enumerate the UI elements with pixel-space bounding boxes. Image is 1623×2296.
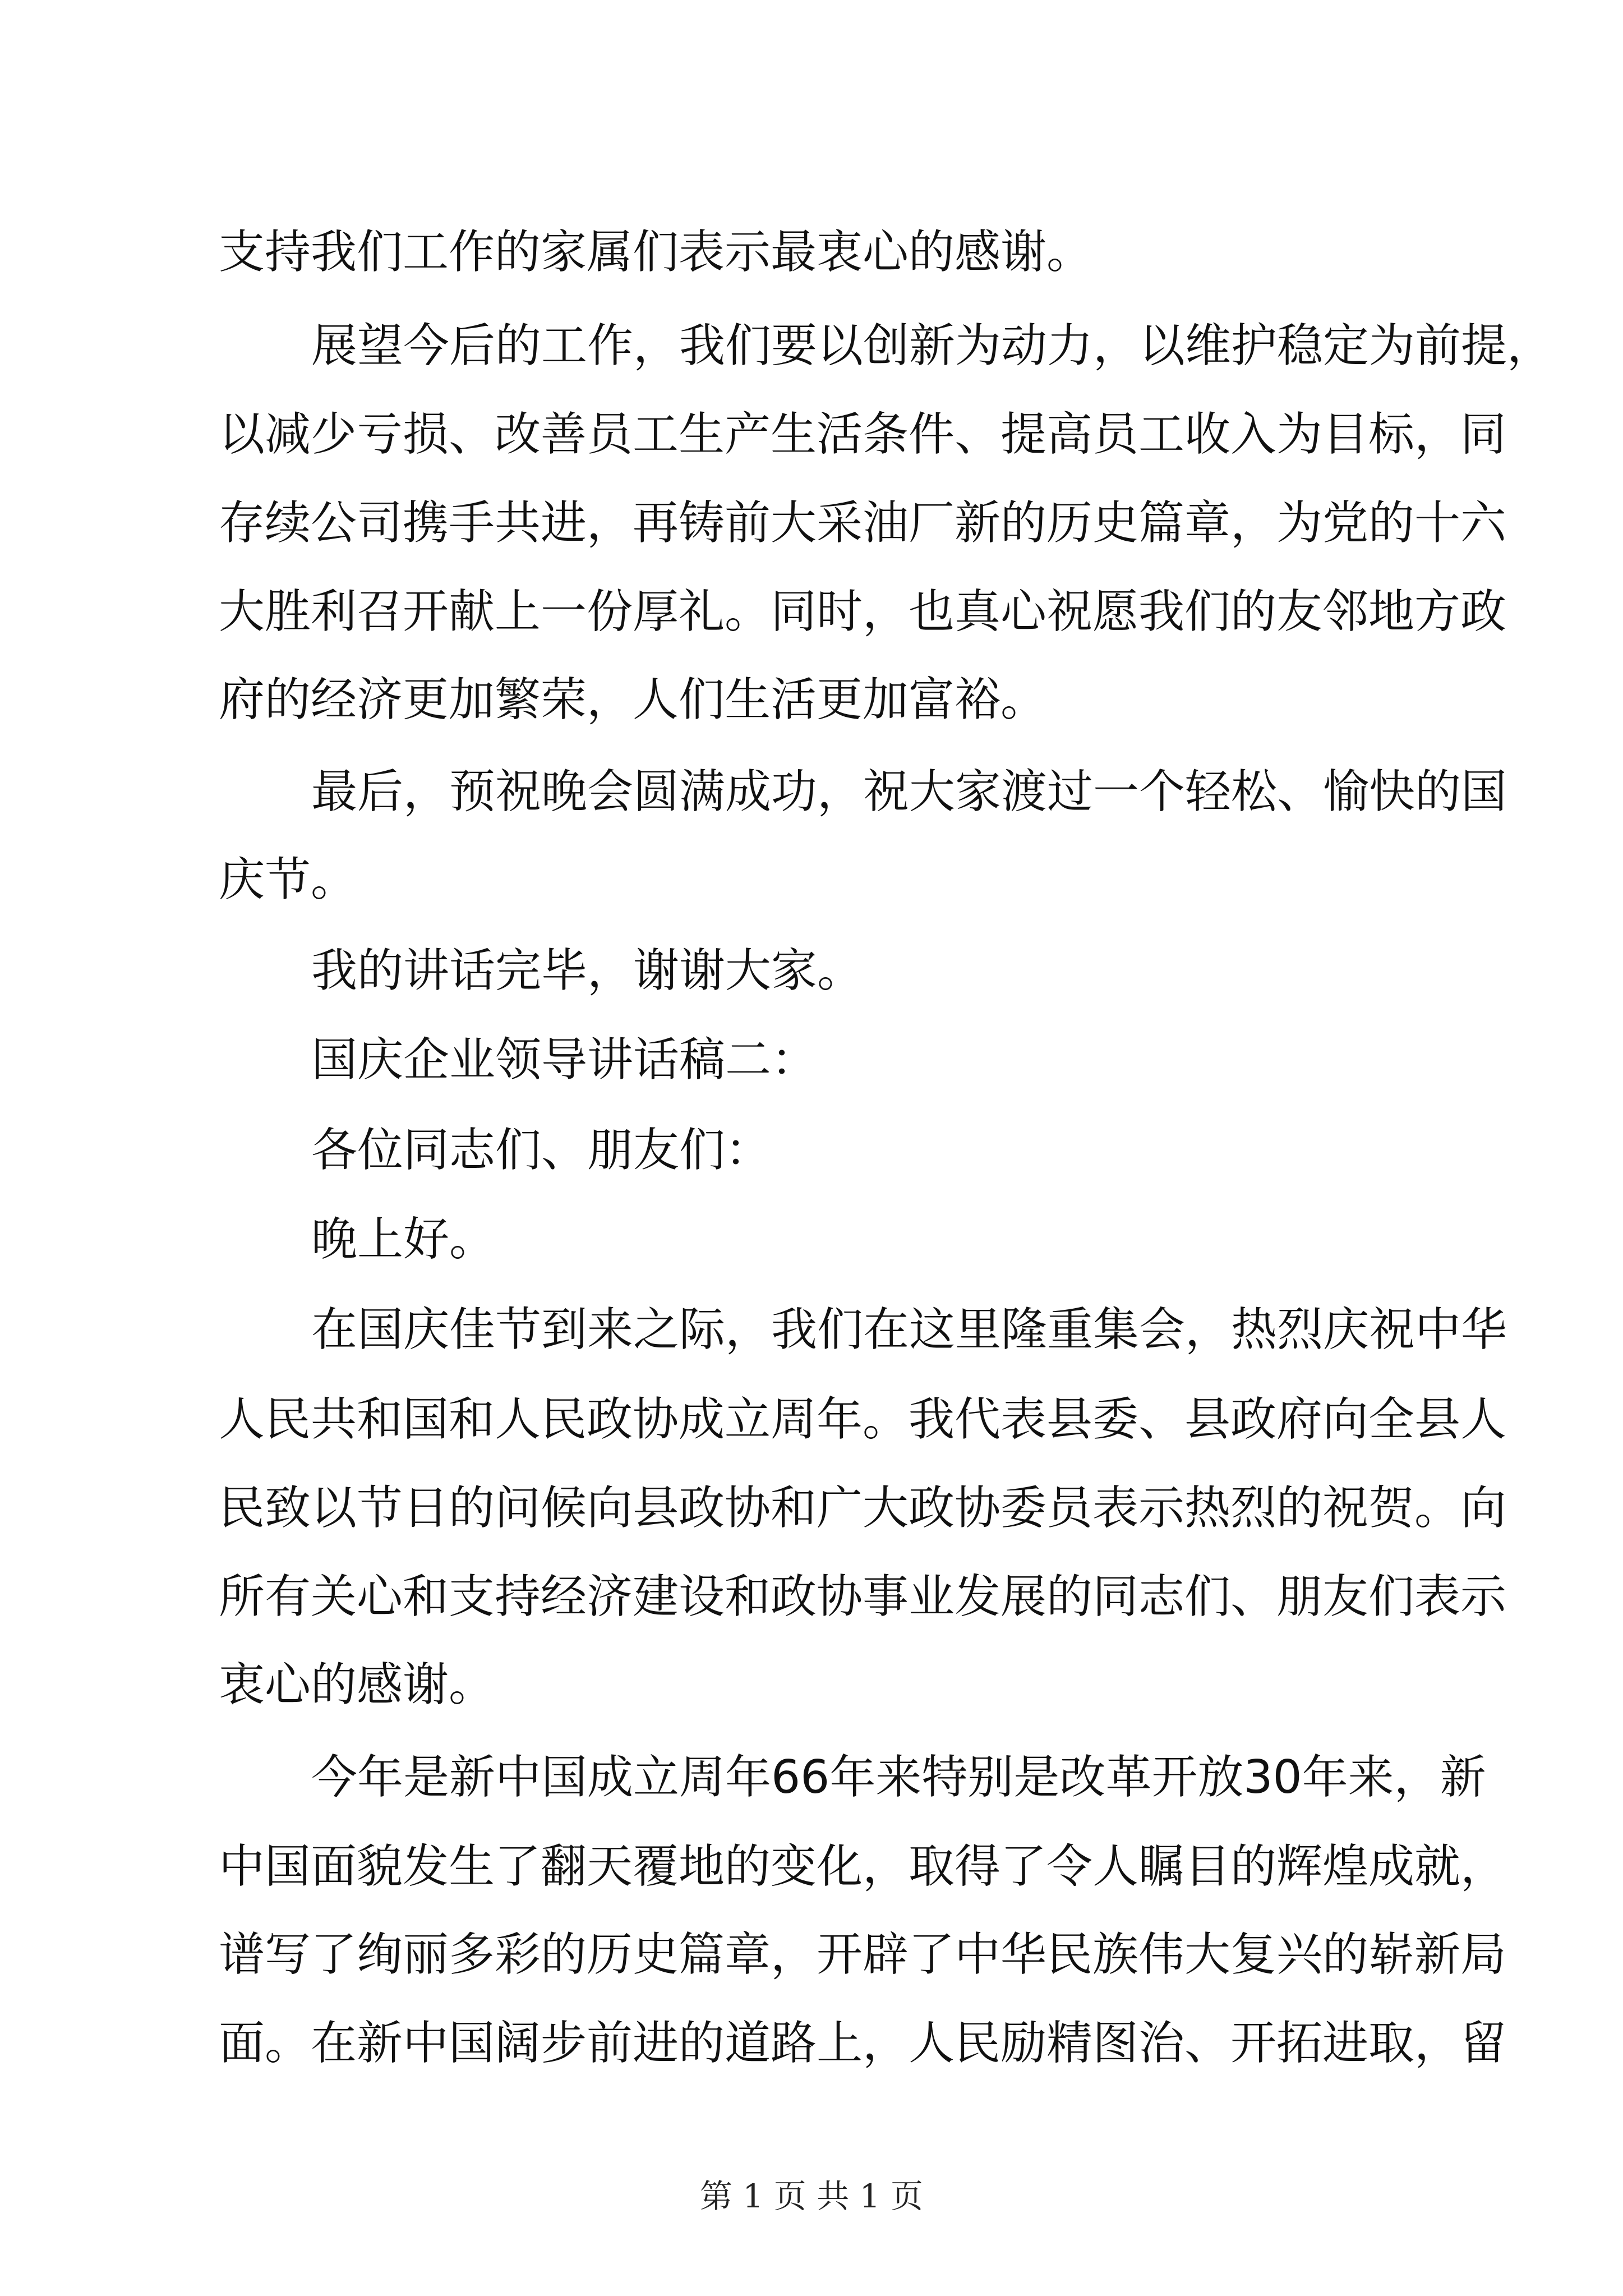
page-number-footer: 第 1 页 共 1 页	[700, 2177, 923, 2215]
text-line: 国庆企业领导讲话稿二：	[311, 1033, 818, 1087]
text-line: 支持我们工作的家属们表示最衷心的感谢。	[219, 226, 1093, 279]
text-line: 府的经济更加繁荣，人们生活更加富裕。	[219, 673, 1047, 726]
text-line: 展望今后的工作，我们要以创新为动力，以维护稳定为前提，	[311, 319, 1553, 372]
text-line: 今年是新中国成立周年66年来特别是改革开放30年来，新	[311, 1751, 1486, 1804]
text-line: 以减少亏损、改善员工生产生活条件、提高员工收入为目标，同	[219, 408, 1507, 461]
text-line: 大胜利召开献上一份厚礼。同时，也真心祝愿我们的友邻地方政	[219, 585, 1507, 638]
text-line: 我的讲话完毕，谢谢大家。	[311, 944, 864, 997]
text-line: 所有关心和支持经济建设和政协事业发展的同志们、朋友们表示	[219, 1570, 1507, 1623]
text-line: 存续公司携手共进，再铸前大采油厂新的历史篇章，为党的十六	[219, 496, 1507, 550]
text-line: 面。在新中国阔步前进的道路上，人民励精图治、开拓进取，留	[219, 2017, 1507, 2070]
text-line: 人民共和国和人民政协成立周年。我代表县委、县政府向全县人	[219, 1393, 1507, 1446]
text-line: 衷心的感谢。	[219, 1658, 495, 1711]
text-line: 晚上好。	[311, 1213, 496, 1266]
text-line: 最后，预祝晚会圆满成功，祝大家渡过一个轻松、愉快的国	[311, 765, 1507, 818]
text-line: 中国面貌发生了翻天覆地的变化，取得了令人瞩目的辉煌成就，	[219, 1840, 1507, 1893]
text-line: 民致以节日的问候向县政协和广大政协委员表示热烈的祝贺。向	[219, 1481, 1507, 1535]
text-line: 谱写了绚丽多彩的历史篇章，开辟了中华民族伟大复兴的崭新局	[219, 1928, 1507, 1981]
text-line: 庆节。	[219, 853, 357, 907]
text-line: 在国庆佳节到来之际，我们在这里隆重集会，热烈庆祝中华	[311, 1303, 1507, 1356]
text-line: 各位同志们、朋友们：	[311, 1124, 772, 1177]
